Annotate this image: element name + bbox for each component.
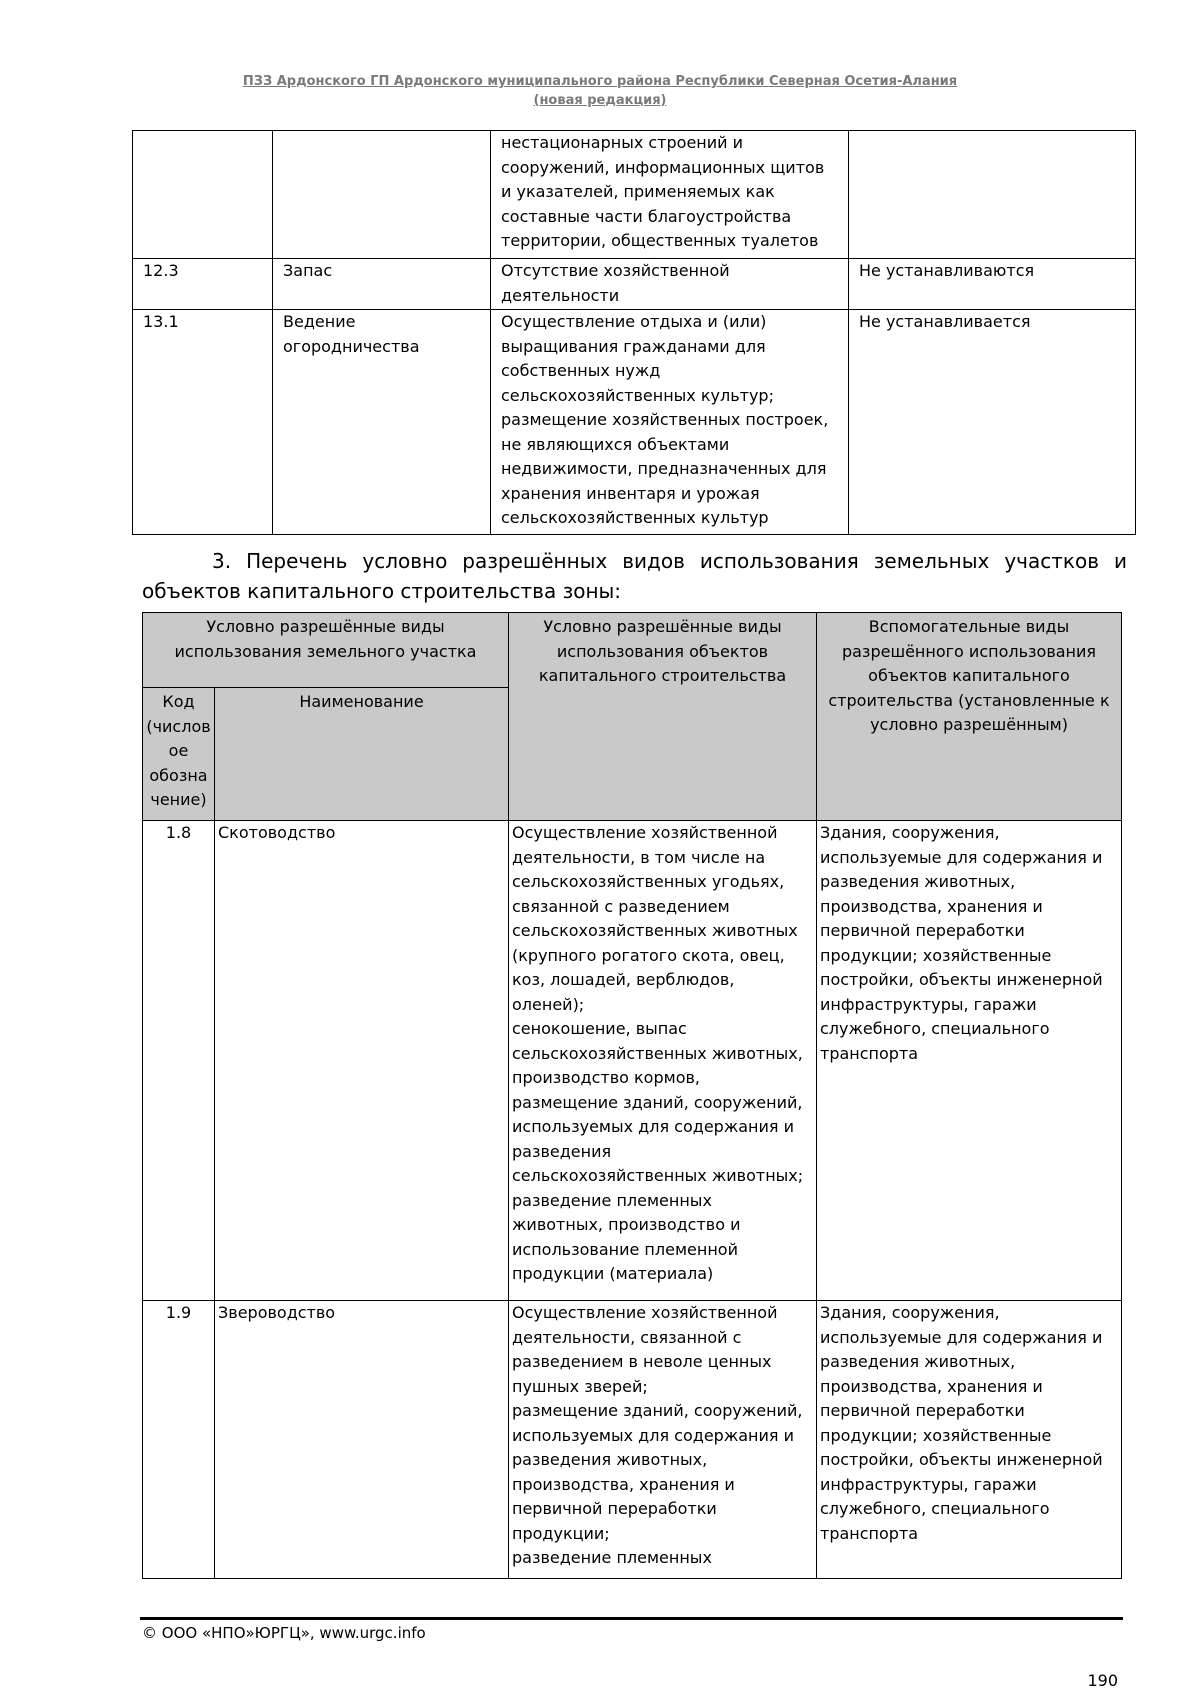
code-cell [133, 131, 273, 259]
land-use-header: Условно разрешённые виды использования земельного участка [143, 613, 509, 688]
conditional-uses-table [142, 612, 1122, 1579]
page-number: 190 [1087, 1671, 1118, 1690]
description-cell: Осуществление отдыха и (или) выращивания гражданами для собственных нужд сельскохозяйственных культур; размещение хозяйственных построек, не являющихся объектами недвижимости, предназначенных для хранения инвентаря и урожая сельскохозяйственных культур [491, 310, 849, 535]
section-title [142, 546, 1127, 606]
name-cell: Звероводство [215, 1301, 509, 1579]
params-cell: Не устанавливается [849, 310, 1136, 535]
code-cell: 1.8 [143, 821, 215, 1301]
description-cell: Отсутствие хозяйственной деятельности [491, 259, 849, 310]
name-cell: Запас [273, 259, 491, 310]
description-cell: нестационарных строений и сооружений, информационных щитов и указателей, применяемых как составные части благоустройства территории, общественных туалетов [491, 131, 849, 259]
table-row [133, 310, 1136, 535]
code-header: Код (числов ое обозна чение) [143, 688, 215, 821]
capital-cell: Осуществление хозяйственной деятельности, в том числе на сельскохозяйственных угодьях, связанной с разведением сельскохозяйственных животных (крупного рогатого скота, овец, коз, лошадей, верблюдов, оленей); сенокошение, выпас сельскохозяйственных животных, производство кормов, размещение зданий, сооружений, используемых для содержания и разведения сельскохозяйственных животных; разведение племенных животных, производство и использование племенной продукции (материала) [509, 821, 817, 1301]
table-row [133, 131, 1136, 259]
document-header [0, 72, 1200, 110]
capital-cell: Осуществление хозяйственной деятельности, связанной с разведением в неволе ценных пушных зверей; размещение зданий, сооружений, используемых для содержания и разведения животных, производства, хранения и первичной переработки продукции; разведение племенных [509, 1301, 817, 1579]
footer-copyright: © ООО «НПО»ЮРГЦ», www.urgc.info [142, 1624, 426, 1642]
params-cell [849, 131, 1136, 259]
code-cell: 13.1 [133, 310, 273, 535]
name-header: Наименование [215, 688, 509, 821]
name-cell: Скотоводство [215, 821, 509, 1301]
auxiliary-uses-header: Вспомогательные виды разрешённого использования объектов капитального строительства (установленные к условно разрешённым) [817, 613, 1122, 821]
auxiliary-cell: Здания, сооружения, используемые для содержания и разведения животных, производства, хранения и первичной переработки продукции; хозяйственные постройки, объекты инженерной инфраструктуры, гаражи служебного, специального транспорта [817, 1301, 1122, 1579]
table-row [143, 1301, 1122, 1579]
table-row [133, 259, 1136, 310]
code-cell: 1.9 [143, 1301, 215, 1579]
params-cell: Не устанавливаются [849, 259, 1136, 310]
name-cell [273, 131, 491, 259]
footer-divider [140, 1617, 1123, 1620]
capital-construction-header: Условно разрешённые виды использования объектов капитального строительства [509, 613, 817, 821]
permitted-uses-table-continued [132, 130, 1136, 535]
name-cell: Ведение огородничества [273, 310, 491, 535]
header-line-1: ПЗЗ Ардонского ГП Ардонского муниципального района Республики Северная Осетия-Алания [242, 74, 958, 89]
header-line-2: (новая редакция) [533, 93, 667, 108]
code-cell: 12.3 [133, 259, 273, 310]
table-header-row [143, 613, 1122, 688]
section-title-text: 3. Перечень условно разрешённых видов использования земельных участков и объектов капитального строительства зоны: [142, 549, 1127, 603]
auxiliary-cell: Здания, сооружения, используемые для содержания и разведения животных, производства, хранения и первичной переработки продукции; хозяйственные постройки, объекты инженерной инфраструктуры, гаражи служебного, специального транспорта [817, 821, 1122, 1301]
table-row [143, 821, 1122, 1301]
